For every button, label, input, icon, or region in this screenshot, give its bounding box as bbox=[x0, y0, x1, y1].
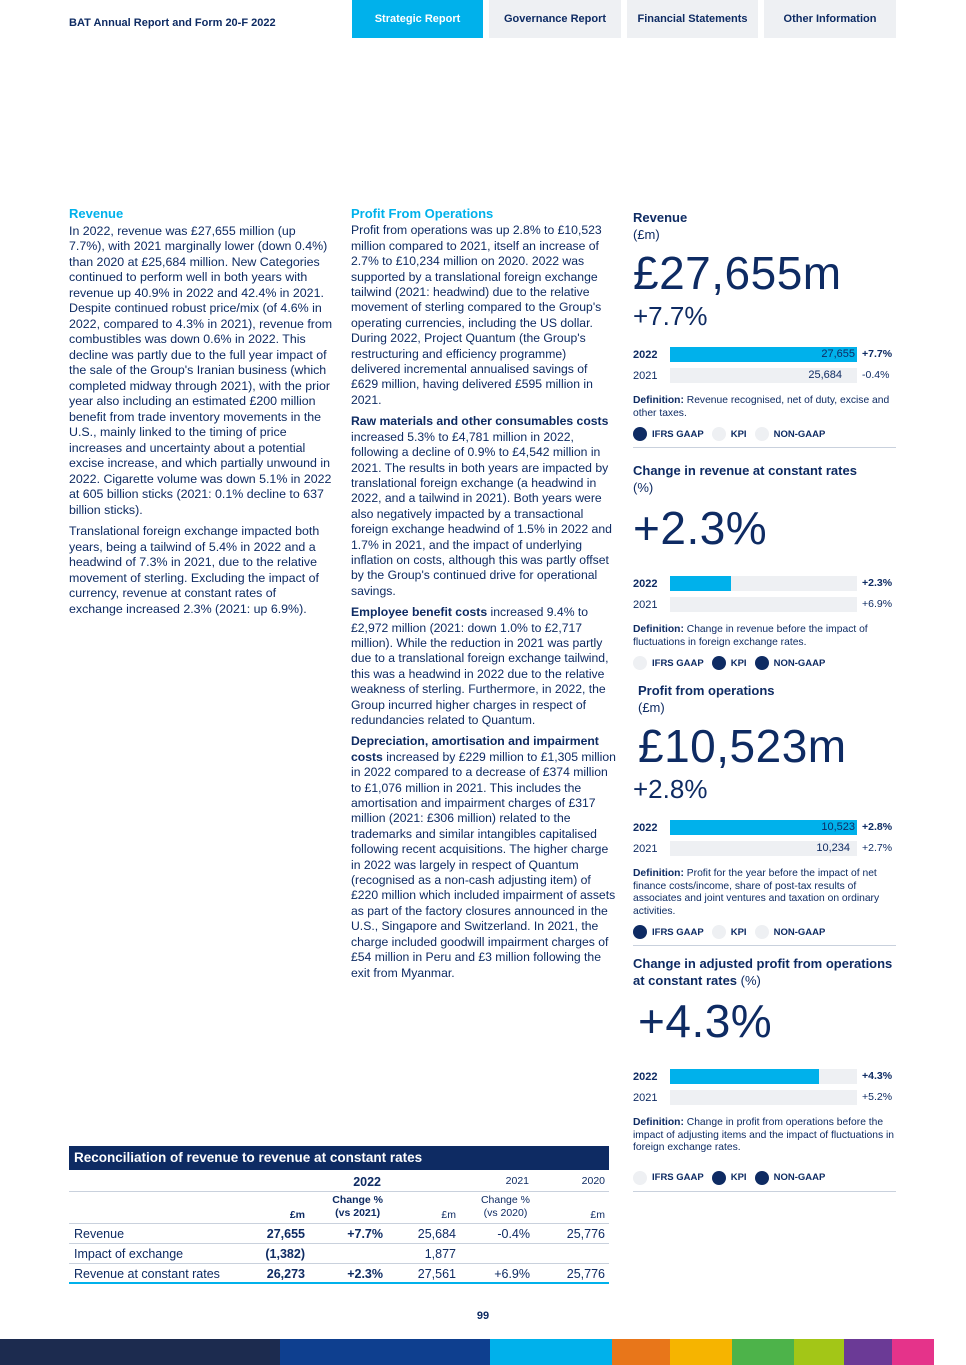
divider bbox=[633, 945, 896, 946]
year-header-2022: 2022 bbox=[353, 1175, 381, 1189]
definition-lead: Definition: bbox=[633, 1117, 684, 1128]
cell: 25,684 bbox=[417, 1227, 456, 1241]
col-header: Change % (vs 2020) bbox=[480, 1194, 530, 1219]
revenue-paragraph-2: Translational foreign exchange impacted both years, being a tailwind of 5.4% in 2022 and a headwind of 7.3% in 2021, due to the relative movement of sterling. Excluding the impact of currency, revenue at constant rates of exchange increased 2.3% (2021: up 6.9%). bbox=[69, 524, 320, 616]
depreciation-text: increased by £229 million to £1,305 million in 2022 compared to a decrease of £374 million to £1,076 million in 2021. This includes the amortisation and impairment charges of £317 million (2021: £306 million) related to the trademarks and similar intangibles capitalised following recent acquisitions. The higher charge in 2022 was largely in respect of Quantum (recognised as a non-cash adjusting item) of £220 million which included impairment of assets as part of the factory closures announced in the U.S., Singapore and Switzerland. In 2021, the charge included goodwill impairment charges of £54 million in Peru and £3 million following the exit from Myanmar. bbox=[351, 749, 616, 980]
legend-label: NON-GAAP bbox=[773, 926, 826, 938]
bar-track bbox=[670, 820, 857, 835]
bar-change-label: +7.7% bbox=[862, 348, 893, 360]
footer-segment bbox=[490, 1339, 612, 1365]
bar-track bbox=[670, 347, 857, 362]
footer-segment bbox=[612, 1339, 670, 1365]
kpi-headline-change: +7.7% bbox=[633, 301, 708, 331]
kpi-legend bbox=[633, 656, 896, 670]
employee-costs-text: increased 9.4% to £2,972 million (2021: down 1.0% to £2,717 million). While the reduction in 2021 was partly due to a translational foreign exchange tailwind, this was a headwind in 2022 due to the relative weakness of sterling. Furthermore, in 2022, the Group incurred higher charges in respect of redundancies related to Quantum. bbox=[351, 605, 609, 727]
bar-value-label: 25,684 bbox=[808, 369, 842, 381]
legend-item bbox=[633, 925, 704, 939]
footer-segment bbox=[0, 1339, 280, 1365]
definition-lead: Definition: bbox=[633, 395, 684, 406]
bar-track bbox=[670, 597, 857, 612]
kpi-profit-from-operations bbox=[633, 682, 896, 946]
revenue-column bbox=[69, 206, 333, 623]
legend-label: IFRS GAAP bbox=[652, 1172, 704, 1183]
legend-label: IFRS GAAP bbox=[652, 657, 704, 669]
legend-item bbox=[633, 1171, 704, 1185]
page-number: 99 bbox=[476, 1310, 490, 1322]
filled-dot-icon bbox=[712, 1171, 726, 1185]
bar-value-label: 10,234 bbox=[816, 842, 850, 854]
raw-materials-paragraph bbox=[351, 414, 616, 599]
col-header: £m bbox=[441, 1209, 456, 1221]
legend-item bbox=[755, 925, 826, 939]
bar-year-label: 2021 bbox=[633, 599, 658, 611]
kpi-revenue-constant-rates bbox=[633, 462, 896, 670]
footer-segment bbox=[844, 1339, 892, 1365]
bar-row-2021 bbox=[633, 595, 896, 616]
revenue-heading: Revenue bbox=[69, 206, 124, 221]
bar-track bbox=[670, 841, 857, 856]
bar-row-2021 bbox=[633, 366, 896, 387]
bar-track bbox=[670, 576, 857, 591]
kpi-title bbox=[633, 462, 896, 496]
profit-heading: Profit From Operations bbox=[351, 206, 494, 221]
kpi-unit: (%) bbox=[633, 480, 654, 495]
kpi-definition bbox=[633, 1117, 896, 1155]
legend-label: NON-GAAP bbox=[773, 428, 826, 440]
table-row bbox=[69, 1264, 609, 1284]
filled-dot-icon bbox=[633, 925, 647, 939]
kpi-title bbox=[633, 209, 896, 243]
cell: 1,877 bbox=[424, 1247, 456, 1261]
filled-dot-icon bbox=[712, 656, 726, 670]
employee-costs-lead: Employee benefit costs bbox=[351, 605, 488, 620]
bar-value-label: 10,523 bbox=[821, 821, 855, 833]
bar-year-label: 2022 bbox=[633, 1071, 658, 1083]
tab-strategic-report[interactable]: Strategic Report bbox=[352, 0, 483, 38]
legend-item bbox=[712, 925, 747, 939]
legend-item bbox=[755, 1171, 826, 1185]
bar-row-2022 bbox=[633, 1067, 896, 1088]
definition-text: Profit for the year before the impact of net finance costs/income, share of post-tax results of associates and joint ventures and taxation on ordinary activities. bbox=[633, 868, 880, 917]
kpi-definition bbox=[633, 395, 896, 420]
year-header-2021: 2021 bbox=[505, 1175, 529, 1187]
report-title: BAT Annual Report and Form 20-F 2022 bbox=[69, 17, 276, 29]
bar-change-label: +2.7% bbox=[862, 842, 893, 854]
filled-dot-icon bbox=[633, 427, 647, 441]
depreciation-lead: Depreciation, amortisation and impairment costs bbox=[351, 734, 599, 764]
bar-row-2022 bbox=[633, 574, 896, 595]
bar-year-label: 2021 bbox=[633, 370, 658, 382]
footer-segment bbox=[794, 1339, 844, 1365]
kpi-revenue bbox=[633, 209, 896, 448]
filled-dot-icon bbox=[755, 656, 769, 670]
footer-segment bbox=[280, 1339, 490, 1365]
legend-label: KPI bbox=[730, 657, 747, 669]
kpi-title-text: Profit from operations bbox=[638, 683, 775, 698]
kpi-headline-value: £10,523m bbox=[638, 720, 847, 772]
legend-item bbox=[712, 427, 747, 441]
table-column-header-row bbox=[69, 1192, 609, 1224]
cell: 25,776 bbox=[566, 1227, 605, 1241]
bar-value-label: 27,655 bbox=[821, 348, 855, 360]
tab-other-information[interactable]: Other Information bbox=[764, 0, 896, 38]
bar-2021 bbox=[670, 597, 854, 612]
kpi-title-text: Revenue bbox=[633, 210, 688, 225]
footer-color-band bbox=[0, 1339, 966, 1365]
cell: 27,655 bbox=[266, 1227, 305, 1241]
kpi-headline-change: +2.8% bbox=[633, 774, 708, 804]
bar-track bbox=[670, 368, 857, 383]
cell: +2.3% bbox=[347, 1267, 383, 1281]
cell: 26,273 bbox=[266, 1267, 305, 1281]
legend-label: IFRS GAAP bbox=[652, 428, 704, 440]
legend-item bbox=[712, 656, 747, 670]
divider bbox=[633, 1191, 896, 1192]
legend-item bbox=[633, 656, 704, 670]
bar-change-label: +4.3% bbox=[862, 1070, 893, 1082]
bar-year-label: 2022 bbox=[633, 578, 658, 590]
kpi-title bbox=[633, 955, 896, 989]
table-row bbox=[69, 1224, 609, 1244]
col-header: £m bbox=[590, 1209, 605, 1221]
bar-row-2022 bbox=[633, 818, 896, 839]
col-header: Change % (vs 2021) bbox=[332, 1194, 383, 1219]
bar-year-label: 2022 bbox=[633, 349, 658, 361]
empty-dot-icon bbox=[755, 427, 769, 441]
legend-label: KPI bbox=[730, 428, 747, 440]
col-header: £m bbox=[289, 1209, 305, 1221]
legend-item bbox=[755, 427, 826, 441]
reconciliation-table bbox=[69, 1146, 609, 1284]
legend-item bbox=[755, 656, 826, 670]
bar-2021 bbox=[670, 1090, 850, 1105]
table-row bbox=[69, 1244, 609, 1264]
raw-materials-text: increased 5.3% to £4,781 million in 2022, following a decline of 0.9% to £4,542 million in 2021. The results in both years are impacted by translational foreign exchange (a headwind in 2022, and a tailwind in 2021). Both years were also negatively impacted by a transactional foreign exchange headwind of 1.5% in 2022 and 1.7% in 2021, and the impact of underlying inflation on costs, although this was partly offset by the Group's continued drive for operational savings. bbox=[351, 429, 612, 598]
cell: 27,561 bbox=[417, 1267, 456, 1281]
bar-row-2021 bbox=[633, 839, 896, 860]
row-label: Impact of exchange bbox=[74, 1247, 184, 1261]
legend-label: NON-GAAP bbox=[773, 657, 826, 669]
footer-segment bbox=[670, 1339, 732, 1365]
kpi-legend bbox=[633, 1171, 896, 1185]
legend-label: IFRS GAAP bbox=[652, 926, 704, 938]
kpi-unit: (£m) bbox=[633, 227, 660, 242]
bar-year-label: 2021 bbox=[633, 843, 658, 855]
footer-segment bbox=[892, 1339, 934, 1365]
kpi-unit: (%) bbox=[740, 973, 761, 988]
kpi-bar-chart bbox=[633, 345, 896, 387]
kpi-adjusted-profit-constant-rates bbox=[633, 955, 896, 1192]
bar-track bbox=[670, 1090, 857, 1105]
bar-2022 bbox=[670, 1069, 819, 1084]
cell: 25,776 bbox=[566, 1267, 605, 1281]
legend-label: NON-GAAP bbox=[773, 1172, 826, 1183]
kpi-title bbox=[633, 682, 896, 716]
table-title: Reconciliation of revenue to revenue at constant rates bbox=[69, 1146, 609, 1170]
definition-lead: Definition: bbox=[633, 868, 684, 879]
legend-label: KPI bbox=[730, 1172, 747, 1183]
row-label: Revenue at constant rates bbox=[74, 1267, 220, 1281]
bar-row-2021 bbox=[633, 1088, 896, 1109]
bar-2022 bbox=[670, 576, 731, 591]
kpi-bar-chart bbox=[633, 1067, 896, 1109]
year-header-2020: 2020 bbox=[581, 1175, 605, 1187]
bar-change-label: +5.2% bbox=[862, 1091, 893, 1103]
footer-segment bbox=[732, 1339, 794, 1365]
table-year-header-row bbox=[69, 1170, 609, 1192]
bar-year-label: 2022 bbox=[633, 822, 658, 834]
bar-change-label: +2.8% bbox=[862, 821, 893, 833]
bar-year-label: 2021 bbox=[633, 1092, 658, 1104]
bar-change-label: -0.4% bbox=[862, 369, 890, 381]
cell: (1,382) bbox=[265, 1247, 305, 1261]
bar-row-2022 bbox=[633, 345, 896, 366]
raw-materials-lead: Raw materials and other consumables costs bbox=[351, 414, 609, 429]
tab-financial-statements[interactable]: Financial Statements bbox=[627, 0, 758, 38]
kpi-legend bbox=[633, 427, 896, 441]
kpi-bar-chart bbox=[633, 818, 896, 860]
kpi-headline-value: +2.3% bbox=[633, 502, 768, 554]
cell: -0.4% bbox=[497, 1227, 530, 1241]
revenue-paragraph-1: In 2022, revenue was £27,655 million (up 7.7%), with 2021 marginally lower (down 0.4%) than 2020 at £25,684 million. New Categories continued to perform well in both years with revenue up 40.9% in 2022 and 42.4% in 2021. Despite continued robust price/mix (of 4.6% in 2022, compared to 4.3% in 2021), revenue from combustibles was down 0.6% in 2022. This decline was partly due to the full year impact of the sale of the Group's Iranian business (which completed midway through 2021), with the prior year also including an estimated £200 million benefit from trade inventory movements in the U.S., mainly linked to the timing of price increases and uncertainty about a potential excise increase, and which partially unwound in 2022. Cigarette volume was down 5.1% in 2022 at 605 billion sticks (2021: 0.1% decline to 637 billion sticks). bbox=[69, 223, 333, 517]
empty-dot-icon bbox=[712, 925, 726, 939]
kpi-definition bbox=[633, 868, 896, 918]
profit-column bbox=[351, 206, 616, 987]
kpi-legend bbox=[633, 925, 896, 939]
empty-dot-icon bbox=[633, 1171, 647, 1185]
employee-costs-paragraph bbox=[351, 605, 616, 728]
empty-dot-icon bbox=[633, 656, 647, 670]
row-label: Revenue bbox=[74, 1227, 125, 1241]
definition-lead: Definition: bbox=[633, 624, 684, 635]
definition-text: Revenue recognised, net of duty, excise and other taxes. bbox=[633, 395, 890, 419]
depreciation-paragraph bbox=[351, 734, 616, 981]
legend-label: KPI bbox=[730, 926, 747, 938]
cell: +7.7% bbox=[347, 1227, 383, 1241]
empty-dot-icon bbox=[712, 427, 726, 441]
bar-change-label: +2.3% bbox=[862, 577, 893, 589]
filled-dot-icon bbox=[755, 1171, 769, 1185]
kpi-title-text: Change in revenue at constant rates bbox=[633, 463, 857, 478]
kpi-headline-value: £27,655m bbox=[633, 247, 842, 299]
cell: +6.9% bbox=[494, 1267, 530, 1281]
definition-text: Change in profit from operations before the impact of adjusting items and the impact of fluctuations in foreign exchange rates. bbox=[633, 1117, 894, 1153]
legend-item bbox=[633, 427, 704, 441]
tab-governance-report[interactable]: Governance Report bbox=[489, 0, 621, 38]
empty-dot-icon bbox=[755, 925, 769, 939]
kpi-title-text: Change in adjusted profit from operations at constant rates bbox=[633, 956, 893, 988]
divider bbox=[633, 447, 896, 448]
bar-change-label: +6.9% bbox=[862, 598, 893, 610]
kpi-headline-value: +4.3% bbox=[638, 995, 773, 1047]
profit-paragraph-1: Profit from operations was up 2.8% to £10,523 million compared to 2021, itself an increase of 2.7% to £10,234 million on 2020. 2022 was supported by a translational foreign exchange tailwind (2021: headwind) due to the relative movement of sterling compared to the Group's operating currencies, including the US dollar. During 2022, Project Quantum (the Group's restructuring and efficiency programme) delivered incremental annualised savings of £629 million, having delivered £595 million in 2021. bbox=[351, 223, 602, 407]
bar-track bbox=[670, 1069, 857, 1084]
legend-item bbox=[712, 1171, 747, 1185]
kpi-definition bbox=[633, 624, 896, 649]
definition-text: Change in revenue before the impact of fluctuations in foreign exchange rates. bbox=[633, 624, 868, 648]
kpi-unit: (£m) bbox=[638, 700, 665, 715]
kpi-bar-chart bbox=[633, 574, 896, 616]
